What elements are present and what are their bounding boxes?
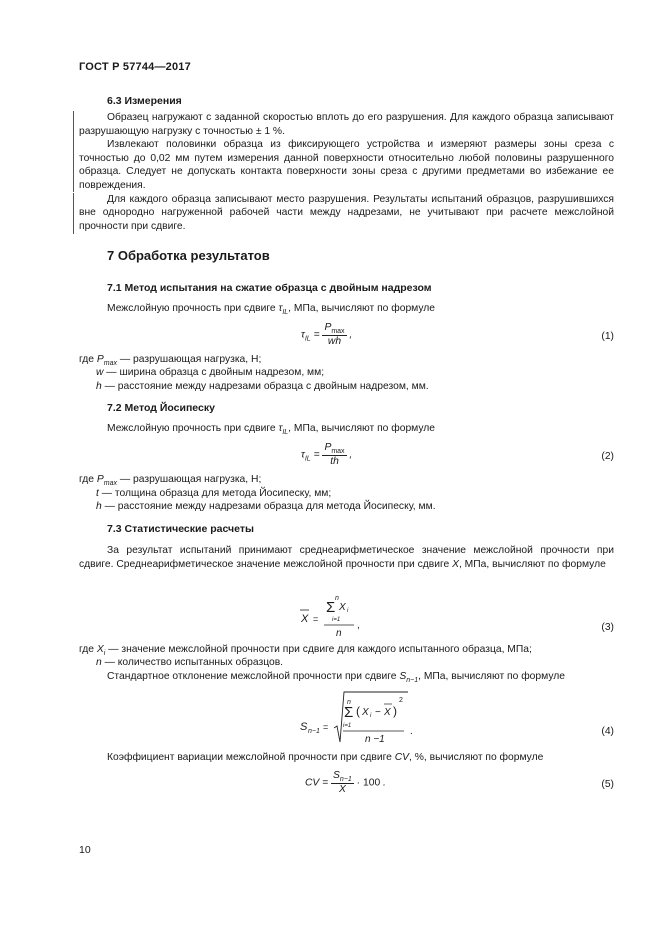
section-7-3-title: 7.3 Статистические расчеты: [107, 523, 254, 535]
svg-text:i: i: [370, 713, 372, 719]
equation-number: (3): [601, 622, 614, 633]
svg-text:X: X: [301, 613, 309, 625]
change-bar: [73, 193, 74, 234]
svg-text:=: =: [313, 614, 319, 624]
legend-line: h — расстояние между надрезами образца для метода Йосипеску, мм.: [96, 501, 436, 512]
section-7-title: 7 Обработка результатов: [107, 248, 270, 263]
page-number: 10: [79, 844, 91, 856]
svg-text:X: X: [362, 707, 369, 718]
document-header: ГОСТ Р 57744—2017: [79, 61, 191, 73]
formula-intro: Межслойную прочность при сдвиге $\tau_{IL}$, МПа, вычисляют по формуле: [107, 303, 436, 317]
paragraph: Извлекают половинки образца из фиксирующего устройства и измеряют размеры зоны среза с точностью до 0,02 мм путем измерения данной поверхности относительно любой половины разрушенного образца. Следует не допускать контакта поверхности зоны среза с другими предметами во избежание ее повреждения.: [79, 139, 614, 191]
formula-3: [296, 588, 376, 644]
paragraph: Образец нагружают с заданной скоростью вплоть до его разрушения. Для каждого образца записывают разрушающую нагрузку с точностью ± 1 %.: [79, 112, 614, 137]
paragraph: Для каждого образца записывают место разрушения. Результаты испытаний образцов, разрушившихся вне однородно нагруженной рабочей части между надрезами, не учитывают при расчете межслойной прочности при сдвиге.: [79, 193, 614, 232]
formula-2: $\tau_{IL}$ = $\frac{P_{max}}{th}$ ,: [301, 442, 353, 468]
svg-text:,: ,: [357, 620, 360, 631]
section-7-1-title: 7.1 Метод испытания на сжатие образца с двойным надрезом: [107, 282, 432, 294]
equation-number: (1): [601, 331, 614, 342]
formula-intro: Коэффициент вариации межслойной прочности при сдвиге CV, %, вычисляют по формуле: [107, 752, 544, 763]
svg-text:(: (: [356, 704, 360, 718]
equation-number: (5): [601, 779, 614, 790]
legend-line: где $X_i$ — значение межслойной прочности при сдвиге для каждого испытанного образца, МПа;: [79, 644, 532, 658]
svg-text:.: .: [410, 726, 413, 737]
formula-1: $\tau_{IL}$ = $\frac{P_{max}}{wh}$ ,: [301, 322, 353, 348]
svg-text:n−1: n−1: [308, 728, 320, 735]
legend-line: где $P_{max}$ — разрушающая нагрузка, Н;: [79, 474, 262, 488]
svg-text:Σ: Σ: [344, 704, 354, 721]
svg-text:n −1: n −1: [365, 734, 385, 745]
equation-number: (4): [601, 726, 614, 737]
svg-text:n: n: [336, 628, 342, 639]
legend-line: где $P_{max}$ — разрушающая нагрузка, Н;: [79, 354, 262, 368]
svg-text:Σ: Σ: [326, 599, 336, 616]
svg-text:i=1: i=1: [332, 617, 341, 623]
svg-text:n: n: [335, 595, 339, 602]
svg-text:X: X: [384, 707, 391, 718]
change-bar: [73, 138, 74, 192]
svg-text:S: S: [300, 721, 308, 733]
svg-text:=: =: [323, 722, 329, 732]
svg-text:−: −: [375, 707, 381, 718]
formula-4: [296, 688, 426, 748]
formula-5: CV = $\frac{S_{n-1}}{X}$ · 100 .: [305, 770, 386, 796]
section-7-2-title: 7.2 Метод Йосипеску: [107, 402, 215, 414]
legend-line: h — расстояние между надрезами образца с двойным надрезом, мм.: [96, 381, 429, 392]
paragraph: За результат испытаний принимают среднеарифметическое значение межслойной прочности при сдвиге. Среднеарифметическое значение межслойной прочности при сдвиге X, МПа, вычисляют по формуле: [79, 545, 614, 570]
svg-text:): ): [393, 704, 397, 718]
formula-intro: Межслойную прочность при сдвиге $\tau_{IL}$, МПа, вычисляют по формуле: [107, 423, 436, 437]
section-6-3-title: 6.3 Измерения: [107, 95, 182, 107]
legend-line: t — толщина образца для метода Йосипеску, мм;: [96, 488, 332, 499]
svg-text:i: i: [347, 608, 349, 614]
equation-number: (2): [601, 451, 614, 462]
formula-intro: Стандартное отклонение межслойной прочности при сдвиге $S_{n-1}$, МПа, вычисляют по формуле: [107, 671, 565, 685]
svg-text:2: 2: [399, 697, 403, 704]
legend-line: w — ширина образца с двойным надрезом, мм;: [96, 367, 325, 378]
svg-text:i=1: i=1: [343, 723, 352, 729]
section-6-3-body: [79, 111, 614, 233]
svg-text:n: n: [347, 699, 351, 706]
svg-text:X: X: [339, 602, 346, 613]
legend-line: n — количество испытанных образцов.: [96, 657, 284, 668]
change-bar: [73, 111, 74, 138]
